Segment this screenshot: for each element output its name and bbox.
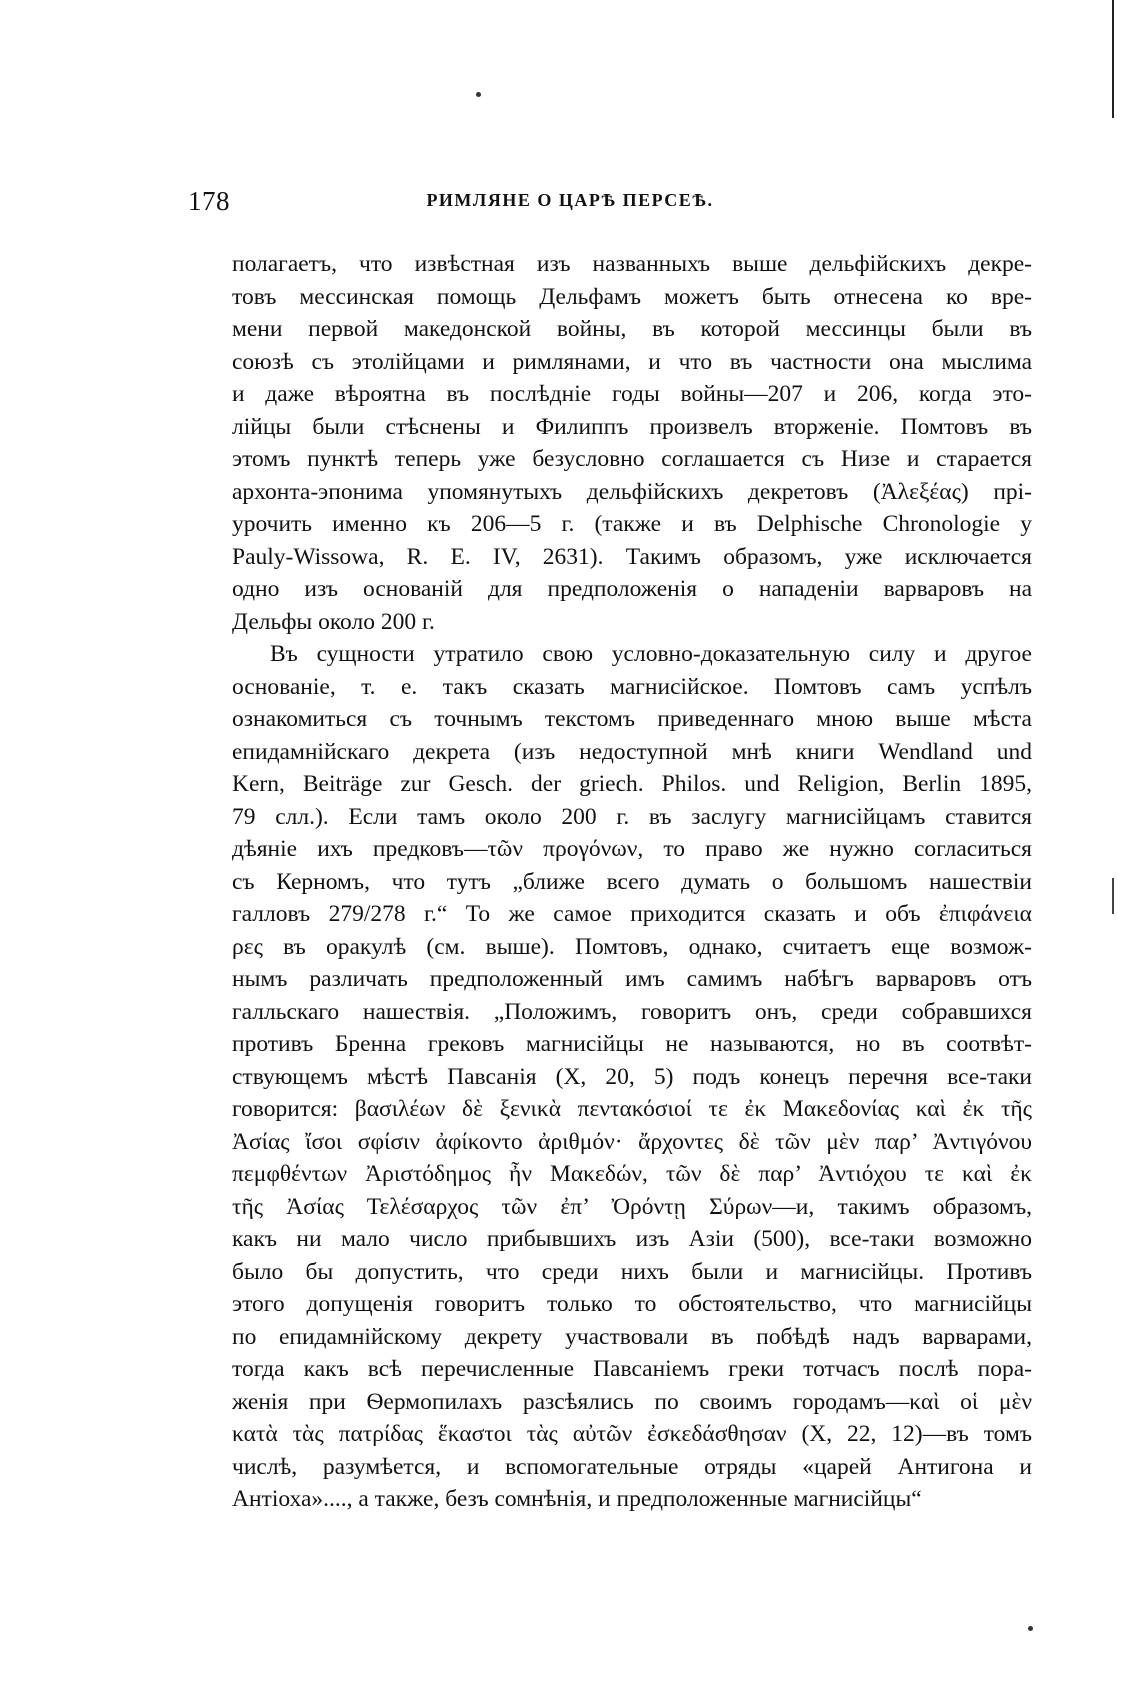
scan-speck — [476, 92, 481, 97]
text-line: числѣ, разумѣется, и вспомогательные отряды «царей Антигона и — [232, 1453, 1032, 1480]
text-line: Антіоха»...., а также, безъ сомнѣнія, и предположенные магнисійцы“ — [232, 1486, 922, 1512]
text-line: τῆς Ἀσίας Τελέσαρχος τῶν ἐπ’ Ὀρόντῃ Σύρων—и, такимъ образомъ, — [232, 1193, 1032, 1220]
text-line: союзѣ съ этолійцами и римлянами, и что въ частности она мыслима — [232, 348, 1032, 375]
scan-speck — [1028, 1626, 1033, 1631]
text-line: Дельфы около 200 г. — [232, 608, 435, 635]
text-line: 79 слл.). Если тамъ около 200 г. въ заслугу магнисійцамъ ставится — [232, 803, 1032, 830]
text-line: товъ мессинская помощь Дельфамъ можетъ быть отнесена ко вре- — [232, 283, 1032, 310]
page-number: 178 — [188, 186, 230, 216]
text-line: основаніе, т. е. такъ сказать магнисійское. Помтовъ самъ успѣлъ — [232, 673, 1032, 700]
text-line: Kern, Beiträge zur Gesch. der griech. Philos. und Religion, Berlin 1895, — [232, 771, 1032, 797]
text-line: этомъ пунктѣ теперь уже безусловно соглашается съ Низе и старается — [232, 446, 1032, 472]
text-line: съ Керномъ, что тутъ „ближе всего думать о большомъ нашествіи — [232, 868, 1032, 895]
text-line: дѣяніе ихъ предковъ—τῶν προγόνων, то право же нужно согласиться — [232, 836, 1032, 862]
text-line: урочить именно къ 206—5 г. (также и въ Delphische Chronologie у — [232, 511, 1032, 537]
text-line: лійцы были стѣснены и Филиппъ произвелъ вторженіе. Помтовъ въ — [232, 413, 1032, 440]
text-line: галльскаго нашествія. „Положимъ, говоритъ онъ, среди собравшихся — [232, 998, 1032, 1025]
text-line: πεμφθέντων Ἀριστόδημος ἦν Μακεδών, τῶν δὲ παρ’ Ἀντιόχου τε καὶ ἐκ — [232, 1161, 1032, 1187]
text-line: κατὰ τὰς πατρίδας ἕκαστοι τὰς αὐτῶν ἐσκεδάσθησαν (X, 22, 12)—въ томъ — [232, 1421, 1032, 1447]
text-line: архонта-эпонима упомянутыхъ дельфійскихъ декретовъ (Ἀλεξέας) прі- — [232, 478, 1032, 505]
text-line: Ἀσίας ἴσοι σφίσιν ἀφίκοντο ἀριθμόν· ἄρχοντες δὲ τῶν μὲν παρ’ Ἀντιγόνου — [232, 1128, 1032, 1155]
text-line: ознакомиться съ точнымъ текстомъ приведеннаго мною выше мѣста — [232, 706, 1032, 732]
text-line: говорится: βασιλέων δὲ ξενικὰ πεντακόσιοί τε ἐκ Μακεδονίας καὶ ἐκ τῆς — [232, 1096, 1032, 1122]
text-line: противъ Бренна грековъ магнисійцы не называются, но въ соотвѣт- — [232, 1031, 1032, 1057]
text-line: какъ ни мало число прибывшихъ изъ Азіи (500), все-таки возможно — [232, 1226, 1032, 1252]
running-head: РИМЛЯНЕ О ЦАРѢ ПЕРСЕѢ. — [426, 190, 714, 210]
text-line: женія при Ѳермопилахъ разсѣялись по своимъ городамъ—καὶ οἱ μὲν — [232, 1388, 1032, 1415]
text-line: нымъ различать предположенный имъ самимъ набѣгъ варваровъ отъ — [232, 966, 1032, 992]
text-line: галловъ 279/278 г.“ То же самое приходится сказать и объ ἐπιφάνεια — [232, 901, 1032, 927]
body-text — [232, 248, 1032, 1620]
text-line: тогда какъ всѣ перечисленные Павсаніемъ греки тотчасъ послѣ пора- — [232, 1356, 1032, 1382]
text-line: по епидамнійскому декрету участвовали въ побѣдѣ надъ варварами, — [232, 1323, 1032, 1350]
text-line: ствующемъ мѣстѣ Павсанія (X, 20, 5) подъ конецъ перечня все-таки — [232, 1063, 1032, 1090]
text-line: было бы допустить, что среди нихъ были и магнисійцы. Противъ — [232, 1258, 1032, 1285]
text-line: этого допущенія говоритъ только то обстоятельство, что магнисійцы — [232, 1291, 1032, 1317]
text-line: одно изъ основаній для предположенія о нападеніи варваровъ на — [232, 576, 1032, 602]
text-line: ρες въ оракулѣ (см. выше). Помтовъ, однако, считаетъ еще возмож- — [232, 933, 1032, 960]
text-line: Въ сущности утратило свою условно-доказательную силу и другое — [270, 641, 1032, 667]
text-line: полагаетъ, что извѣстная изъ названныхъ выше дельфійскихъ декре- — [232, 251, 1032, 277]
text-line: и даже вѣроятна въ послѣдніе годы войны—207 и 206, когда это- — [232, 381, 1032, 407]
text-line: мени первой македонской войны, въ которой мессинцы были въ — [232, 316, 1032, 342]
scan-edge-line — [1112, 0, 1114, 118]
scan-edge-tick — [1112, 878, 1114, 914]
text-line: Pauly-Wissowa, R. E. IV, 2631). Такимъ образомъ, уже исключается — [232, 543, 1032, 570]
text-line: епидамнійскаго декрета (изъ недоступной мнѣ книги Wendland und — [232, 738, 1032, 765]
